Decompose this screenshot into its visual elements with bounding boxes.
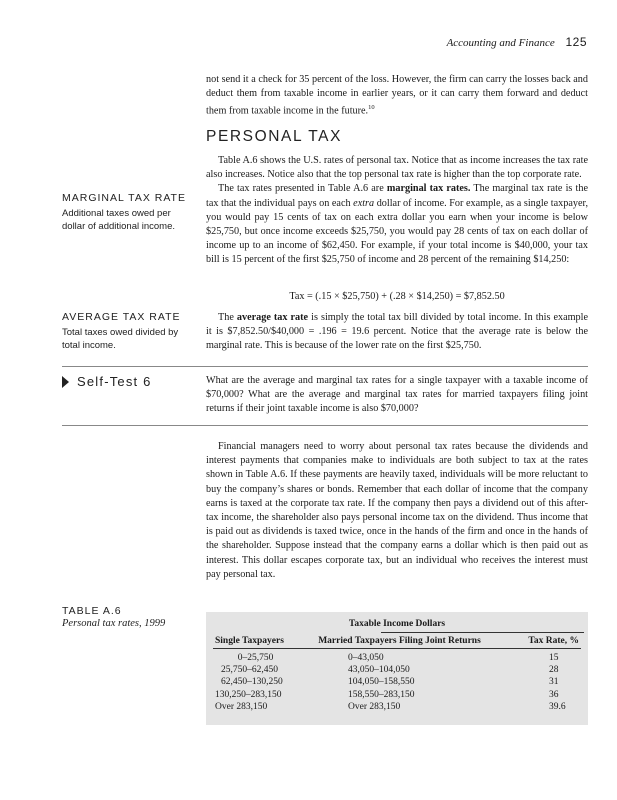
marginal-tax-paragraph: The tax rates presented in Table A.6 are marginal tax rates. The marginal tax rate is the tax that the individual pays on each extra dollar of income. For example, as a single taxpayer, you would pay 15 cents of tax on each extra dollar you earn when your income is below $25,750, but once income exceeds $25,750, you would pay 28 cents of tax on each dollar of income up to an income of $62,450. For example, if your total income is $40,000, your tax bill is 15 percent of the first $25,750 of income and 28 percent of the remaining $14,250: — [206, 183, 588, 266]
table-cell: 25,750–62,450 — [221, 665, 278, 676]
tax-equation: Tax = (.15 × $25,750) + (.28 × $14,250) = $7,852.50 — [289, 291, 505, 302]
table-label: TABLE A.6 — [62, 605, 122, 617]
self-test-top-rule — [62, 366, 588, 367]
tax-rate-table — [206, 612, 588, 725]
average-tax-body — [206, 311, 588, 354]
table-cell: 130,250–283,150 — [215, 689, 282, 700]
table-cell: 31 — [549, 677, 559, 688]
margin-note-marginal — [62, 192, 192, 233]
table-caption: Personal tax rates, 1999 — [62, 618, 166, 629]
table-row — [213, 664, 581, 676]
table-header-row — [213, 633, 581, 649]
footnote-marker: 10 — [368, 104, 375, 112]
table-cell: 28 — [549, 665, 559, 676]
table-label-block — [62, 605, 165, 629]
table-row — [213, 676, 581, 688]
personal-tax-body — [206, 154, 588, 268]
margin-term-marginal: MARGINAL TAX RATE — [62, 192, 186, 204]
financial-managers-paragraph: Financial managers need to worry about personal tax rates because the dividends and interest payments that companies make to individuals are both subject to tax at the rates shown in Table A.6. If these payments are heavily taxed, individuals will be more reluctant to buy the company’s shares or bonds. Remember that each dollar of income that the company earns is taxed at the corporate tax rate. If the company then pays a dividend out of this after-tax income, the shareholder also pays personal income tax on the dividend. Thus income that is paid out as dividends is taxed twice, once in the hands of the firm and once in the hands of the shareholder. Suppose instead that the company earns a dollar which is then paid out as interest. This dollar escapes corporate tax, but an individual who receives the interest must pay personal tax. — [206, 441, 588, 580]
column-header: Married Taxpayers Filing Joint Returns — [300, 633, 499, 649]
table-cell: 0–25,750 — [237, 653, 274, 663]
financial-managers-body — [206, 440, 588, 582]
table-row — [213, 701, 581, 713]
table-cell: 15 — [549, 653, 559, 663]
table-row — [213, 649, 581, 665]
table-cell: 158,550–283,150 — [348, 689, 415, 700]
average-tax-term: average tax rate — [236, 312, 309, 323]
table-cell: 39.6 — [549, 701, 566, 712]
running-head — [447, 35, 587, 49]
self-test-question: What are the average and marginal tax rates for a single taxpayer with a taxable income of $70,000? What are the average and marginal tax rates for married taxpayers filing joint returns if their joint taxable income is also $70,000? — [206, 375, 588, 415]
table-row — [213, 689, 581, 701]
page-number: 125 — [565, 35, 587, 49]
personal-tax-paragraph: Table A.6 shows the U.S. rates of personal tax. Notice that as income increases the tax rate also increases. Notice also that the top personal tax rate is higher than the top corporate rate. — [206, 155, 588, 181]
self-test-bottom-rule — [62, 425, 588, 426]
average-tax-paragraph: The average tax rate is simply the total tax bill divided by total income. In this example it is $7,852.50/$40,000 = .196 = 19.6 percent. Notice that the average rate is below the marginal rate. This is because of the lower rate on the first $25,750. — [206, 312, 589, 352]
margin-definition-marginal: Additional taxes owed per dollar of additional income. — [62, 208, 176, 232]
triangle-right-icon — [62, 376, 69, 388]
table-super-header: Taxable Income Dollars — [348, 619, 446, 629]
self-test-label: Self-Test 6 — [62, 374, 152, 389]
table-cell: Over 283,150 — [215, 701, 268, 712]
section-heading: PERSONAL TAX — [206, 128, 343, 145]
intro-paragraph: not send it a check for 35 percent of the loss. However, the firm can carry the losses back and deduct them from taxable income in earlier years, or it can carry them forward and deduct them from taxable income in the future.$^{10}$ — [206, 74, 588, 117]
table-cell: 43,050–104,050 — [348, 665, 410, 676]
margin-definition-average: Total taxes owed divided by total income. — [62, 327, 179, 351]
table-cell: 0–43,050 — [348, 653, 384, 663]
column-header: Tax Rate, % — [499, 633, 581, 649]
margin-term-average: AVERAGE TAX RATE — [62, 311, 181, 323]
table-cell: 36 — [549, 689, 559, 700]
marginal-tax-term: marginal tax rates. — [386, 183, 471, 195]
margin-note-average — [62, 311, 192, 352]
column-header: Single Taxpayers — [213, 633, 300, 649]
tax-table — [213, 633, 581, 713]
table-cell: 62,450–130,250 — [221, 677, 283, 688]
table-cell: Over 283,150 — [348, 701, 401, 712]
running-head-section: Accounting and Finance — [446, 37, 555, 49]
table-cell: 104,050–158,550 — [348, 677, 415, 688]
